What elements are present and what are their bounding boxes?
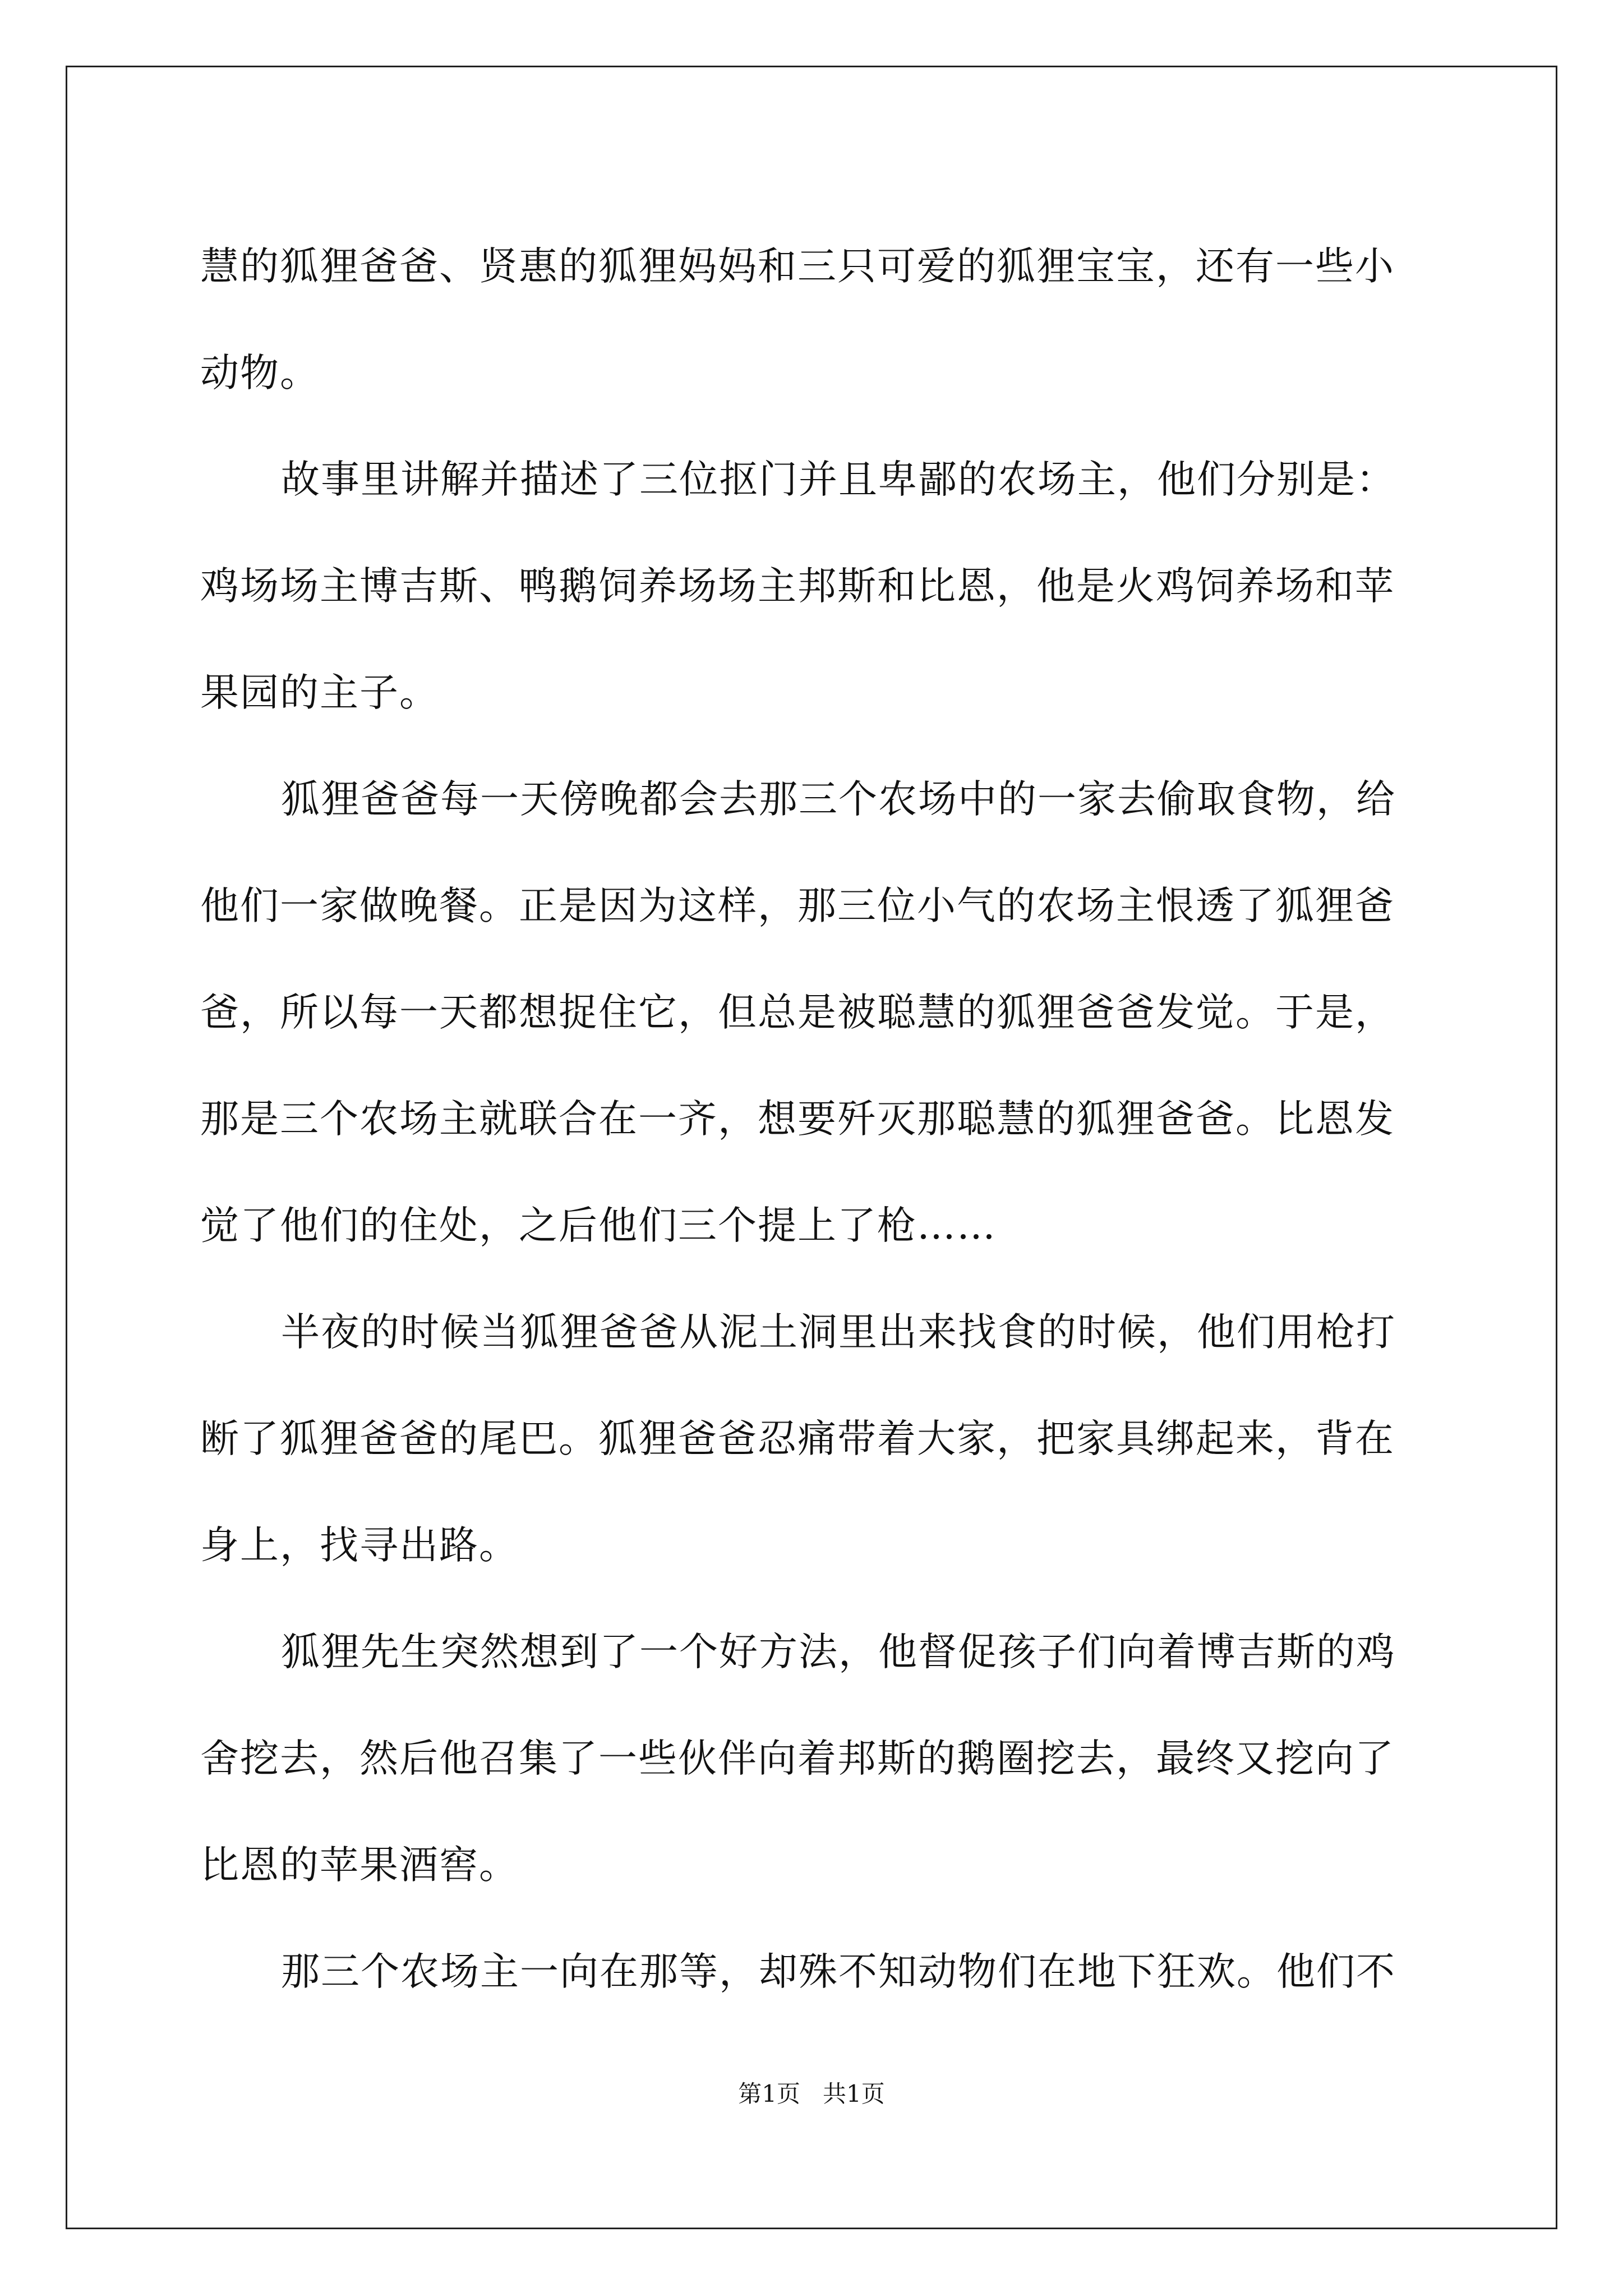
paragraph — [200, 1279, 1423, 1599]
text-line: 慧的狐狸爸爸、贤惠的狐狸妈妈和三只可爱的狐狸宝宝，还有一些小 — [200, 244, 1395, 289]
page-number: 第1页 — [738, 2080, 800, 2108]
text-line: 那是三个农场主就联合在一齐，想要歼灭那聪慧的狐狸爸爸。比恩发 — [200, 1097, 1395, 1142]
text-line: 故事里讲解并描述了三位抠门并且卑鄙的农场主，他们分别是： — [281, 457, 1396, 502]
paragraph — [200, 213, 1423, 426]
text-line: 果园的主子。 — [200, 670, 439, 715]
paragraph — [200, 1599, 1423, 1918]
text-line: 半夜的时候当狐狸爸爸从泥土洞里出来找食的时候，他们用枪打 — [281, 1310, 1396, 1355]
text-line: 爸，所以每一天都想捉住它，但总是被聪慧的狐狸爸爸发觉。于是， — [200, 990, 1395, 1035]
text-line: 比恩的苹果酒窖。 — [200, 1843, 519, 1888]
text-line: 舍挖去，然后他召集了一些伙伴向着邦斯的鹅圈挖去，最终又挖向了 — [200, 1736, 1395, 1781]
paragraph — [200, 426, 1423, 746]
text-line: 动物。 — [200, 351, 320, 395]
text-line: 断了狐狸爸爸的尾巴。狐狸爸爸忍痛带着大家，把家具绑起来，背在 — [200, 1416, 1395, 1461]
text-line: 觉了他们的住处，之后他们三个提上了枪…… — [200, 1203, 997, 1248]
page-total: 共1页 — [823, 2080, 885, 2108]
page-footer — [0, 2076, 1623, 2109]
text-line: 那三个农场主一向在那等，却殊不知动物们在地下狂欢。他们不 — [281, 1949, 1396, 1994]
text-line: 狐狸爸爸每一天傍晚都会去那三个农场中的一家去偷取食物，给 — [281, 777, 1396, 822]
paragraph — [200, 1918, 1423, 2025]
text-line: 鸡场场主博吉斯、鸭鹅饲养场场主邦斯和比恩，他是火鸡饲养场和苹 — [200, 564, 1395, 609]
text-line: 他们一家做晚餐。正是因为这样，那三位小气的农场主恨透了狐狸爸 — [200, 884, 1395, 928]
paragraph — [200, 746, 1423, 1279]
document-body — [200, 213, 1423, 2025]
text-line: 狐狸先生突然想到了一个好方法，他督促孩子们向着博吉斯的鸡 — [281, 1630, 1396, 1674]
text-line: 身上，找寻出路。 — [200, 1523, 519, 1568]
